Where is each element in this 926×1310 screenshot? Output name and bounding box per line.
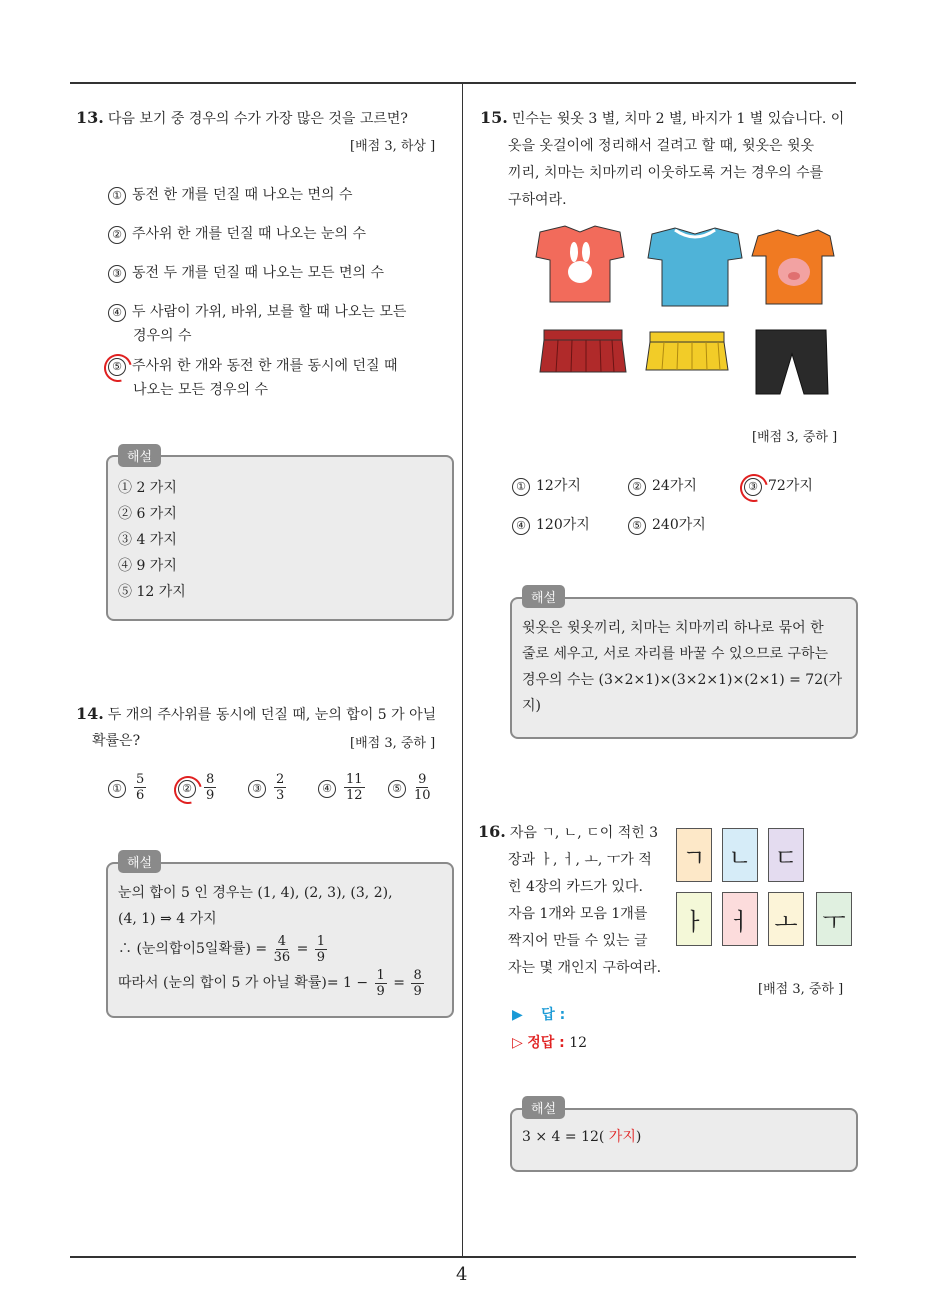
card-vowel-4: ㅜ [816, 892, 852, 946]
q15-option-3[interactable]: ③ 72가지 [744, 474, 813, 498]
q14-question-line2: 확률은? [92, 733, 141, 749]
skirt-red-image [540, 330, 626, 372]
q16-explanation-tag: 해설 [522, 1096, 565, 1119]
card-vowel-2: ㅓ [722, 892, 758, 946]
q15-score: [배점 3, 중하 ] [752, 430, 838, 445]
card-consonant-1: ㄱ [676, 828, 712, 882]
correct-arrow-icon: ▷ [512, 1035, 523, 1051]
clothes-illustration [530, 222, 840, 402]
q14-option-4[interactable]: ④ $\frac{11}{12}$ [318, 772, 367, 803]
q15-explanation-box: 윗옷은 윗옷끼리, 치마는 치마끼리 하나로 묶어 한 줄로 세우고, 서로 자리를 바꿀 수 있으므로 구하는 경우의 수는 (3×2×1)×(3×2×1)×(2×1) = 72(가 지) [510, 597, 858, 739]
q13-explanation-tag: 해설 [118, 444, 161, 467]
answer-arrow-icon: ▶ [512, 1007, 523, 1023]
q16-answer-line [512, 1004, 565, 1024]
skirt-yellow-image [646, 332, 728, 370]
page-number: 4 [456, 1264, 468, 1285]
q15-option-1[interactable]: ① 12가지 [512, 474, 581, 498]
card-consonant-2: ㄴ [722, 828, 758, 882]
q15-option-5[interactable]: ⑤ 240가지 [628, 513, 706, 537]
q16-explanation-box: 3 × 4 = 12( 가지) [510, 1108, 858, 1172]
q14-option-1[interactable]: ① $\frac{5}{6}$ [108, 772, 148, 803]
q13-option-2[interactable]: ② 주사위 한 개를 던질 때 나오는 눈의 수 [108, 222, 366, 246]
q16-score: [배점 3, 중하 ] [758, 982, 844, 997]
q13-score: [배점 3, 하상 ] [350, 139, 436, 154]
q13-option-5[interactable]: ⑤ 주사위 한 개와 동전 한 개를 동시에 던질 때 나오는 모든 경우의 수 [108, 354, 398, 402]
pants-black-image [756, 330, 828, 394]
selected-answer-mark: ③ [744, 478, 762, 496]
q15-option-2[interactable]: ② 24가지 [628, 474, 697, 498]
top-rule [70, 82, 856, 84]
correct-label: 정답 : [527, 1035, 565, 1051]
q15-explanation-tag: 해설 [522, 585, 565, 608]
selected-answer-mark: ⑤ [108, 358, 126, 376]
shirt-blue-image [648, 228, 742, 306]
q13-explanation-box: ① 2 가지 ② 6 가지 ③ 4 가지 ④ 9 가지 ⑤ 12 가지 [106, 455, 454, 621]
bottom-rule [70, 1256, 856, 1258]
q13-option-1[interactable]: ① 동전 한 개를 던질 때 나오는 면의 수 [108, 183, 353, 207]
q14-option-3[interactable]: ③ $\frac{2}{3}$ [248, 772, 288, 803]
q16-correct-line [512, 1032, 587, 1052]
q14-number: 14. [76, 704, 104, 723]
q13-option-4[interactable]: ④ 두 사람이 가위, 바위, 보를 할 때 나오는 모든 경우의 수 [108, 300, 406, 348]
q14-option-5[interactable]: ⑤ $\frac{9}{10}$ [388, 772, 433, 803]
card-vowel-3: ㅗ [768, 892, 804, 946]
card-vowel-1: ㅏ [676, 892, 712, 946]
q13-question [76, 104, 408, 133]
q14-score: [배점 3, 중하 ] [350, 736, 436, 751]
correct-value: 12 [569, 1035, 588, 1051]
q15-question: 15. 민수는 윗옷 3 별, 치마 2 별, 바지가 1 별 있습니다. 이 옷을 옷걸이에 정리해서 걸려고 할 때, 윗옷은 윗옷 끼리, 치마는 치마끼리 이웃하도록 거는 경우의 수를 구하여라. [480, 108, 845, 208]
q13-text: 다음 보기 중 경우의 수가 가장 많은 것을 고르면? [107, 111, 408, 127]
q15-option-4[interactable]: ④ 120가지 [512, 513, 590, 537]
shirt-orange-image [752, 230, 834, 304]
card-consonant-3: ㄷ [768, 828, 804, 882]
q13-option-3[interactable]: ③ 동전 두 개를 던질 때 나오는 모든 면의 수 [108, 261, 384, 285]
q16-question: 16. 자음 ㄱ, ㄴ, ㄷ이 적힌 3 장과 ㅏ, ㅓ, ㅗ, ㅜ가 적 힌 4장의 카드가 있다. 자음 1개와 모음 1개를 짝지어 만들 수 있는 글 자는 몇 개인지 구하여라. [478, 822, 662, 976]
selected-answer-mark: ② [178, 780, 196, 798]
shirt-rabbit-image [536, 226, 624, 302]
q13-number: 13. [76, 108, 104, 127]
q14-explanation-tag: 해설 [118, 850, 161, 873]
column-divider [462, 82, 463, 1257]
answer-label: 답 : [541, 1007, 566, 1023]
q14-option-2[interactable]: ② $\frac{8}{9}$ [178, 772, 218, 803]
q14-explanation-box: 눈의 합이 5 인 경우는 (1, 4), (2, 3), (3, 2), (4, 1) ⇒ 4 가지 ∴ (눈의합이5일확률) = $\frac{4}{36}$ = $\frac{1}{9}$ 따라서 (눈의 합이 5 가 아닐 확률)= 1 − $\frac{1}{9}$ = $\frac{8}{9}$ [106, 862, 454, 1018]
q14-question: 14. 두 개의 주사위를 동시에 던질 때, 눈의 합이 5 가 아닐 [76, 704, 437, 723]
